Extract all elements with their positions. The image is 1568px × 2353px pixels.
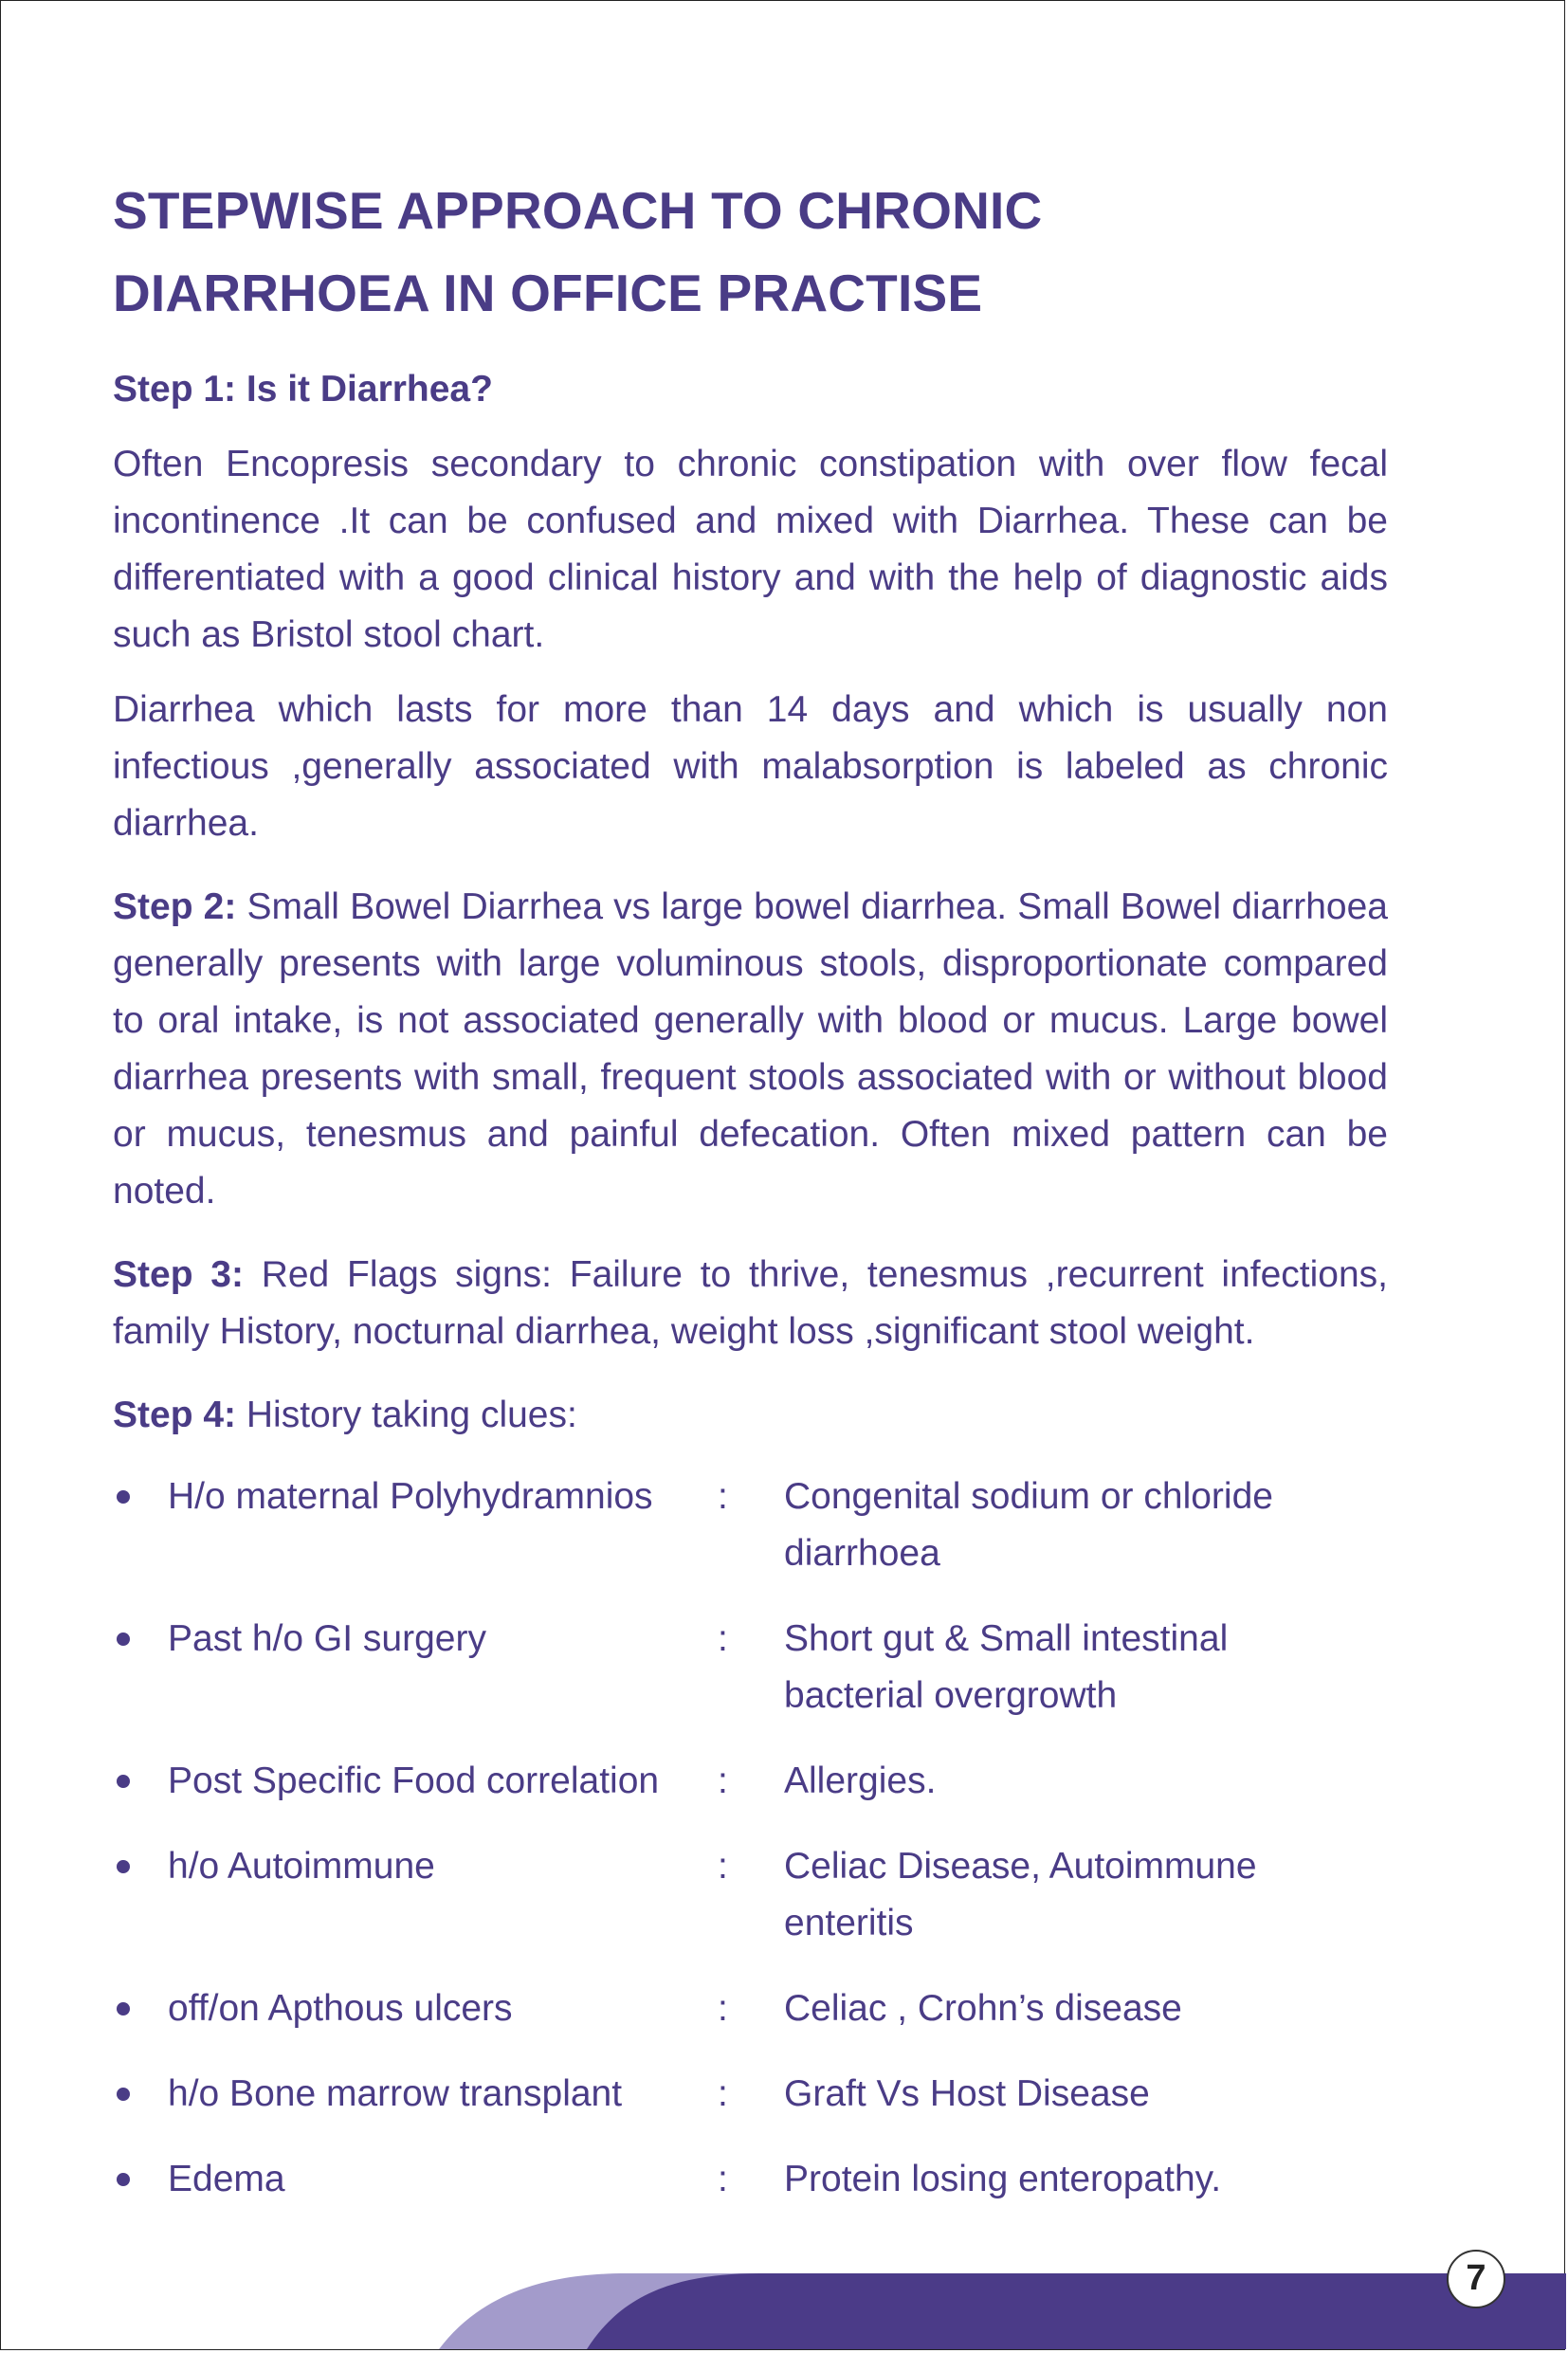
clue-separator: :	[718, 1476, 728, 1517]
list-item	[113, 1468, 1388, 1582]
clue-diagnosis: Congenital sodium or chloride diarrhoea	[784, 1476, 1273, 1574]
step1-paragraph-1: Often Encopresis secondary to chronic constipation with over flow fecal incontinence .It can be confused and mixed with Diarrhea. These can be differentiated with a good clinical history and with the help of diagnostic aids such as Bristol stool chart.	[113, 444, 1388, 655]
step1-heading: Step 1: Is it Diarrhea?	[113, 369, 493, 410]
list-item	[113, 2066, 1388, 2123]
bullet-icon	[113, 1980, 168, 2037]
step2-paragraph	[113, 879, 1388, 1220]
clue-history: off/on Apthous ulcers	[168, 1988, 513, 2029]
step3-label: Step 3:	[113, 1254, 244, 1295]
bullet-icon	[113, 1838, 168, 1895]
step2-text: Small Bowel Diarrhea vs large bowel diarrhea. Small Bowel diarrhoea generally presents with large voluminous stools, disproportionate compared to oral intake, is not associated generally with blood or mucus. Large bowel diarrhea presents with small, frequent stools associated with or without blood or mucus, tenesmus and painful defecation. Often mixed pattern can be noted.	[113, 886, 1388, 1212]
page-title	[113, 170, 1388, 335]
clue-separator: :	[718, 1760, 728, 1801]
clue-separator: :	[718, 2073, 728, 2114]
step2-label: Step 2:	[113, 886, 237, 927]
clue-diagnosis: Celiac Disease, Autoimmune enteritis	[784, 1846, 1257, 1943]
bullet-icon	[113, 2151, 168, 2208]
bullet-icon	[113, 2066, 168, 2123]
bullet-icon	[113, 1753, 168, 1810]
clue-separator: :	[718, 1618, 728, 1659]
clue-history: Post Specific Food correlation	[168, 1760, 660, 1801]
clue-diagnosis: Celiac , Crohn’s disease	[784, 1988, 1182, 2029]
bullet-icon	[113, 1468, 168, 1525]
clue-diagnosis: Short gut & Small intestinal bacterial overgrowth	[784, 1618, 1229, 1716]
footer-wave-decoration	[1, 2273, 1566, 2349]
bullet-icon	[113, 1611, 168, 1668]
clue-history: h/o Bone marrow transplant	[168, 2073, 623, 2114]
clue-history: Past h/o GI surgery	[168, 1618, 486, 1659]
step3-paragraph	[113, 1247, 1388, 1360]
title-line-1: STEPWISE APPROACH TO CHRONIC	[113, 181, 1043, 240]
page-content	[113, 170, 1388, 2236]
step3-text: Red Flags signs: Failure to thrive, tenesmus ,recurrent infections, family History, nocturnal diarrhea, weight loss ,significant stool weight.	[113, 1254, 1388, 1352]
list-item	[113, 1838, 1388, 1952]
list-item	[113, 2151, 1388, 2208]
list-item	[113, 1753, 1388, 1810]
history-clues-list	[113, 1468, 1388, 2208]
footer-dark-wave	[587, 2273, 1566, 2349]
clue-diagnosis: Graft Vs Host Disease	[784, 2073, 1150, 2114]
clue-diagnosis: Allergies.	[784, 1760, 937, 1801]
step4-label: Step 4:	[113, 1395, 237, 1435]
step1-paragraph-2: Diarrhea which lasts for more than 14 days and which is usually non infectious ,generally associated with malabsorption is labeled as chronic diarrhea.	[113, 689, 1388, 844]
clue-history: h/o Autoimmune	[168, 1846, 435, 1887]
clue-history: H/o maternal Polyhydramnios	[168, 1476, 653, 1517]
page-number-badge: 7	[1447, 2250, 1505, 2308]
clue-separator: :	[718, 1846, 728, 1887]
clue-history: Edema	[168, 2159, 285, 2199]
title-line-2: DIARRHOEA IN OFFICE PRACTISE	[113, 264, 983, 322]
list-item	[113, 1980, 1388, 2037]
clue-separator: :	[718, 1988, 728, 2029]
clue-separator: :	[718, 2159, 728, 2199]
list-item	[113, 1611, 1388, 1724]
step4-paragraph	[113, 1387, 1388, 1444]
step4-text: History taking clues:	[236, 1395, 577, 1435]
clue-diagnosis: Protein losing enteropathy.	[784, 2159, 1222, 2199]
